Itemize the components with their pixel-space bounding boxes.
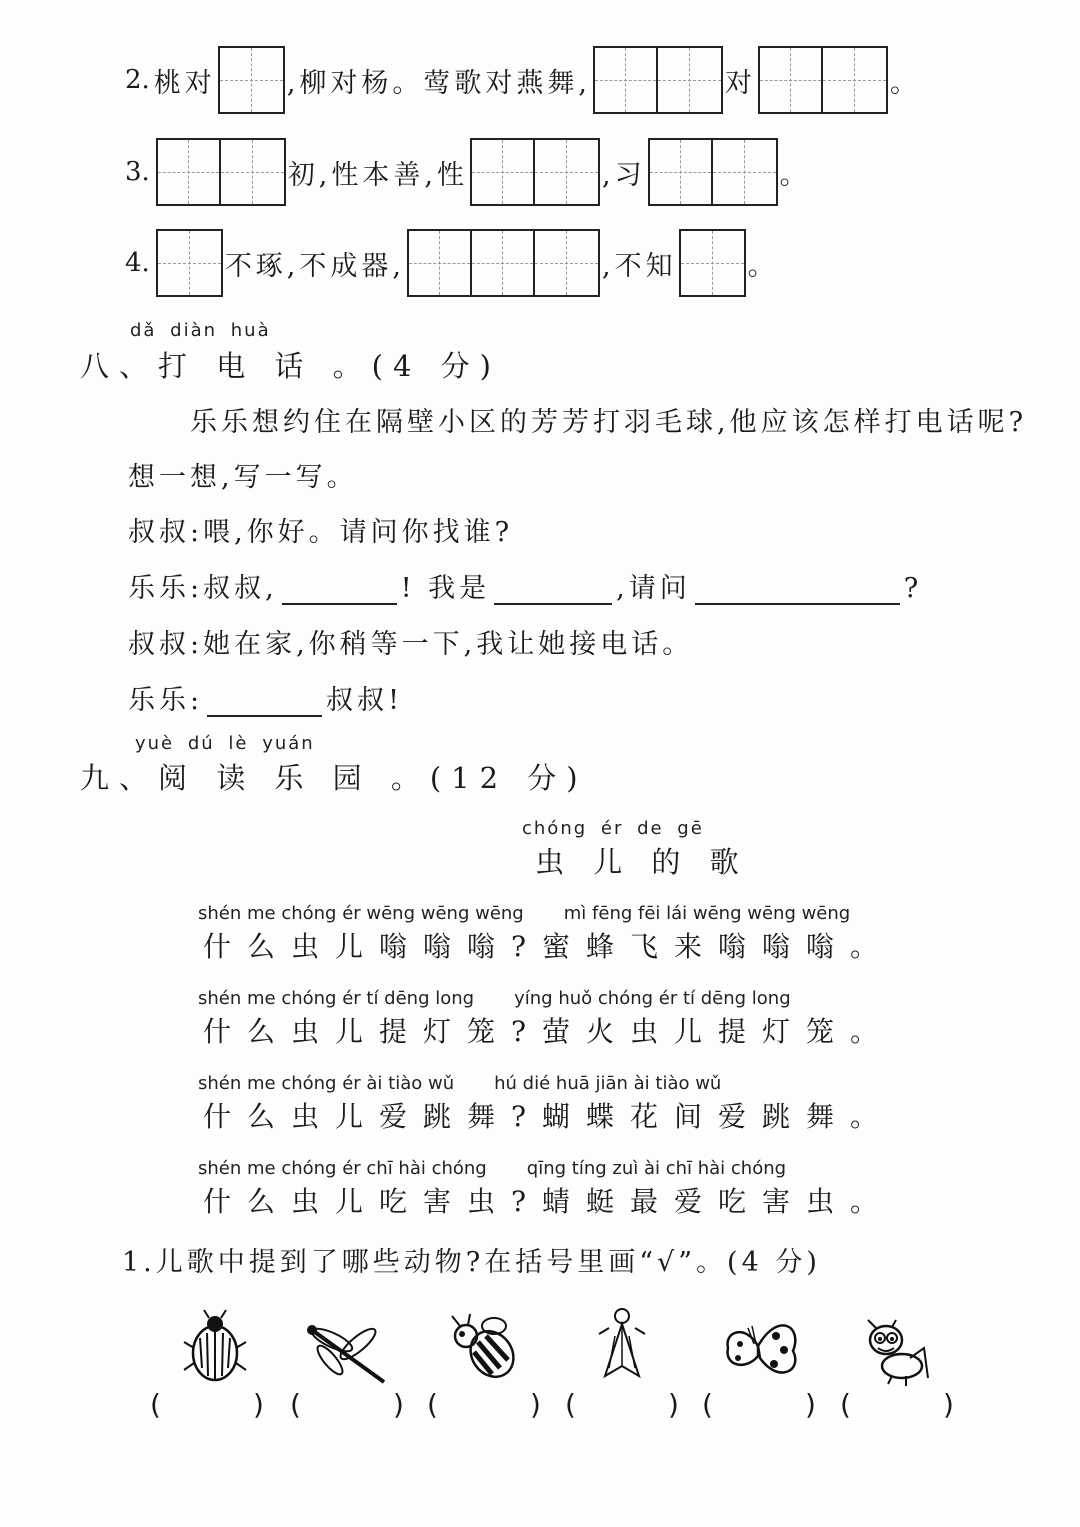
section9-pinyin: yuè dú lè yuán: [135, 733, 315, 754]
dialogue-line-4: [128, 678, 403, 717]
paren-close: ): [252, 1388, 264, 1421]
answer-blank[interactable]: [207, 687, 322, 717]
answer-paren-6[interactable]: [840, 1388, 954, 1421]
poem-line: 什么虫儿提灯笼?萤火虫儿提灯笼。: [203, 1015, 895, 1048]
dialogue-line-1: 叔叔:喂,你好。请问你找谁?: [128, 517, 514, 548]
line-text: ,习: [601, 159, 646, 191]
answer-paren-3[interactable]: [427, 1388, 541, 1421]
poem-line-pinyin: shén me chóng ér tí dēng long yíng huǒ chóng ér tí dēng long: [198, 988, 791, 1009]
char-box[interactable]: [156, 138, 286, 206]
char-box[interactable]: [758, 46, 888, 114]
fill-line-4: [125, 228, 779, 298]
poem-line: 什么虫儿吃害虫?蜻蜓最爱吃害虫。: [203, 1185, 895, 1218]
char-box[interactable]: [648, 138, 778, 206]
paren-open: (: [290, 1388, 301, 1421]
dialogue-text: ?: [903, 573, 923, 604]
butterfly-icon: [718, 1306, 803, 1386]
fill-line-2: [125, 45, 921, 115]
poem-line: 什么虫儿爱跳舞?蝴蝶花间爱跳舞。: [203, 1100, 895, 1133]
line-text: ,柳对杨。莺歌对燕舞,: [286, 67, 591, 99]
poem-line: 什么虫儿嗡嗡嗡?蜜蜂飞来嗡嗡嗡。: [203, 930, 895, 963]
poem-line-pinyin: shén me chóng ér wēng wēng wēng mì fēng fēi lái wēng wēng wēng: [198, 903, 851, 924]
section8-prompt: 乐乐想约住在隔壁小区的芳芳打羽毛球,他应该怎样打电话呢?: [190, 407, 1028, 438]
dialogue-line-3: 叔叔:她在家,你稍等一下,我让她接电话。: [128, 629, 694, 660]
dragonfly-icon: [302, 1322, 392, 1392]
answer-paren-2[interactable]: [290, 1388, 404, 1421]
section9-title: 九、阅 读 乐 园 。(12 分): [80, 761, 588, 795]
char-box[interactable]: [679, 229, 746, 297]
paren-close: ): [942, 1388, 954, 1421]
answer-paren-4[interactable]: [565, 1388, 679, 1421]
item-number: 3.: [125, 157, 150, 187]
line-text: 。: [889, 67, 921, 99]
paren-close: ): [667, 1388, 679, 1421]
poem-line-pinyin: shén me chóng ér ài tiào wǔ hú dié huā jiān ài tiào wǔ: [198, 1073, 722, 1094]
dialogue-text: ! 我是: [400, 573, 491, 604]
answer-blank[interactable]: [695, 575, 900, 605]
char-box[interactable]: [218, 46, 285, 114]
line-text: 。: [779, 159, 811, 191]
cricket-icon: [862, 1318, 932, 1388]
paren-open: (: [702, 1388, 713, 1421]
cicada-icon: [595, 1306, 650, 1386]
section8-pinyin: dǎ diàn huà: [130, 320, 271, 341]
dialogue-text: 乐乐:: [128, 685, 204, 716]
paren-open: (: [565, 1388, 576, 1421]
line-text: 桃对: [153, 67, 216, 99]
dialogue-line-2: [128, 566, 922, 605]
poem-title: 虫 儿 的 歌: [535, 845, 749, 879]
line-text: 不琢,不成器,: [224, 250, 405, 282]
paren-open: (: [150, 1388, 161, 1421]
beetle-icon: [180, 1308, 250, 1388]
char-box[interactable]: [407, 229, 600, 297]
dialogue-text: 乐乐:叔叔,: [128, 573, 278, 604]
line-text: 初,性本善,性: [287, 159, 468, 191]
section8-prompt2: 想一想,写一写。: [128, 462, 358, 493]
paren-open: (: [840, 1388, 851, 1421]
answer-paren-5[interactable]: [702, 1388, 816, 1421]
char-box[interactable]: [156, 229, 223, 297]
line-text: 。: [747, 250, 779, 282]
answer-blank[interactable]: [494, 575, 612, 605]
char-box[interactable]: [593, 46, 723, 114]
char-box[interactable]: [470, 138, 600, 206]
item-number: 4.: [125, 248, 150, 278]
paren-open: (: [427, 1388, 438, 1421]
answer-paren-1[interactable]: [150, 1388, 264, 1421]
question-1: 1.儿歌中提到了哪些动物?在括号里画“√”。(4 分): [122, 1247, 821, 1278]
bee-icon: [444, 1312, 524, 1387]
answer-blank[interactable]: [282, 575, 397, 605]
poem-line-pinyin: shén me chóng ér chī hài chóng qīng tíng zuì ài chī hài chóng: [198, 1158, 787, 1179]
paren-close: ): [529, 1388, 541, 1421]
poem-title-pinyin: chóng ér de gē: [522, 818, 704, 839]
paren-close: ): [392, 1388, 404, 1421]
fill-line-3: [125, 137, 811, 207]
paren-close: ): [804, 1388, 816, 1421]
dialogue-text: ,请问: [616, 573, 691, 604]
line-text: ,不知: [601, 250, 677, 282]
item-number: 2.: [125, 65, 150, 95]
section8-title: 八、打 电 话 。(4 分): [80, 349, 501, 383]
dialogue-text: 叔叔!: [326, 685, 403, 716]
line-text: 对: [724, 67, 756, 99]
